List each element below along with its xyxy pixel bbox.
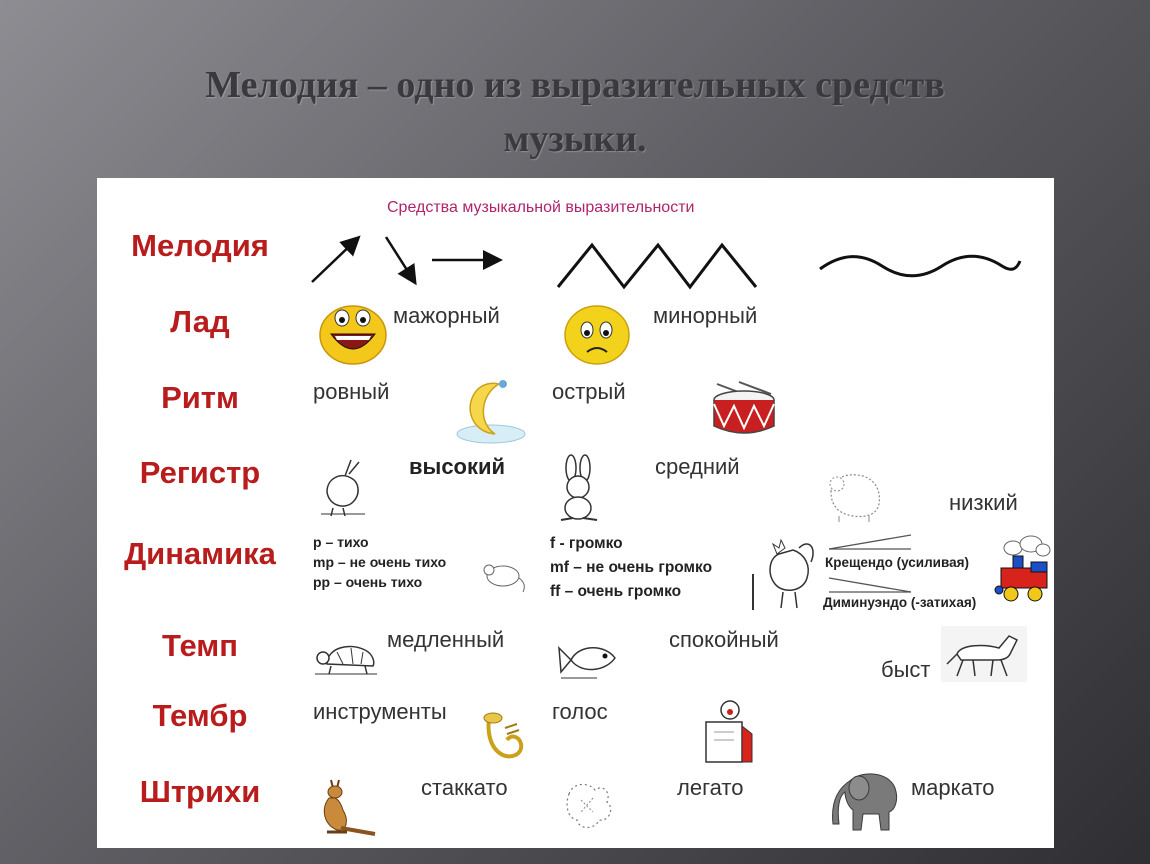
- dynamics-quiet-list: [313, 532, 446, 592]
- drum-icon: [709, 378, 779, 442]
- dynamics-loud-list: [550, 532, 712, 604]
- strokes-marcato: маркато: [911, 775, 995, 800]
- arrow-down-icon: [386, 237, 414, 281]
- horse-icon: [941, 626, 1027, 682]
- dynamics-ff: ff – очень громко: [550, 583, 682, 600]
- slide-title: [0, 58, 1150, 166]
- bunny-icon: [549, 454, 609, 524]
- elephant-icon: [829, 766, 903, 834]
- timbre-instruments: инструменты: [313, 699, 447, 724]
- expressive-means-panel: [97, 178, 1054, 848]
- dynamics-crescendo: Крещендо (усиливая): [825, 555, 969, 570]
- zigzag-icon: [558, 245, 756, 287]
- sad-smiley-icon: [563, 304, 631, 366]
- dynamics-mf: mf – не очень громко: [550, 559, 713, 576]
- register-low: низкий: [949, 490, 1018, 515]
- rhythm-sharp: острый: [552, 379, 626, 404]
- panel-title: Средства музыкальной выразительности: [387, 199, 695, 216]
- dynamics-pp: pp – очень тихо: [313, 574, 423, 590]
- tuba-icon: [481, 710, 527, 762]
- sketch-icon: [559, 774, 619, 838]
- label-melody: Мелодия: [131, 228, 269, 263]
- dynamics-p: p – тихо: [313, 534, 369, 550]
- label-dynamics: Динамика: [124, 536, 276, 571]
- slide-title-line1: Мелодия – одно из выразительных средств: [205, 64, 945, 106]
- register-high: высокий: [409, 454, 506, 479]
- wave-icon: [820, 256, 1020, 276]
- melody-lines: [302, 233, 1022, 293]
- slide-title-line2: музыки.: [503, 118, 647, 160]
- crescendo-icon: [827, 533, 913, 553]
- dynamics-mp: mp – не очень тихо: [313, 554, 447, 570]
- tempo-fast: быст: [881, 657, 931, 682]
- train-icon: [991, 534, 1053, 606]
- label-mode: Лад: [170, 304, 230, 339]
- rooster-icon: [749, 534, 819, 614]
- happy-smiley-icon: [317, 300, 389, 366]
- tempo-calm: спокойный: [669, 627, 779, 652]
- label-register: Регистр: [139, 455, 261, 490]
- dynamics-diminuendo: Диминуэндо (-затихая): [823, 595, 977, 610]
- bird-icon: [315, 456, 371, 518]
- moon-icon: [455, 376, 531, 446]
- arrow-up-icon: [312, 239, 357, 282]
- rhythm-even: ровный: [313, 379, 390, 404]
- label-timbre: Тембр: [152, 698, 248, 733]
- bear-icon: [823, 458, 887, 524]
- register-middle: средний: [655, 454, 740, 479]
- strokes-legato: легато: [677, 775, 744, 800]
- dynamics-f: f - громко: [550, 535, 623, 552]
- label-strokes: Штрихи: [139, 774, 261, 809]
- mode-major: мажорный: [393, 303, 500, 328]
- timbre-voice: голос: [552, 699, 608, 724]
- strokes-staccato: стаккато: [421, 775, 508, 800]
- label-rhythm: Ритм: [161, 380, 239, 415]
- mode-minor: минорный: [653, 303, 758, 328]
- fish-icon: [557, 636, 627, 682]
- singer-icon: [700, 698, 760, 770]
- mouse-icon: [479, 554, 529, 594]
- tempo-slow: медленный: [387, 627, 505, 652]
- label-tempo: Темп: [162, 628, 238, 663]
- turtle-icon: [313, 634, 379, 678]
- kangaroo-icon: [313, 774, 379, 840]
